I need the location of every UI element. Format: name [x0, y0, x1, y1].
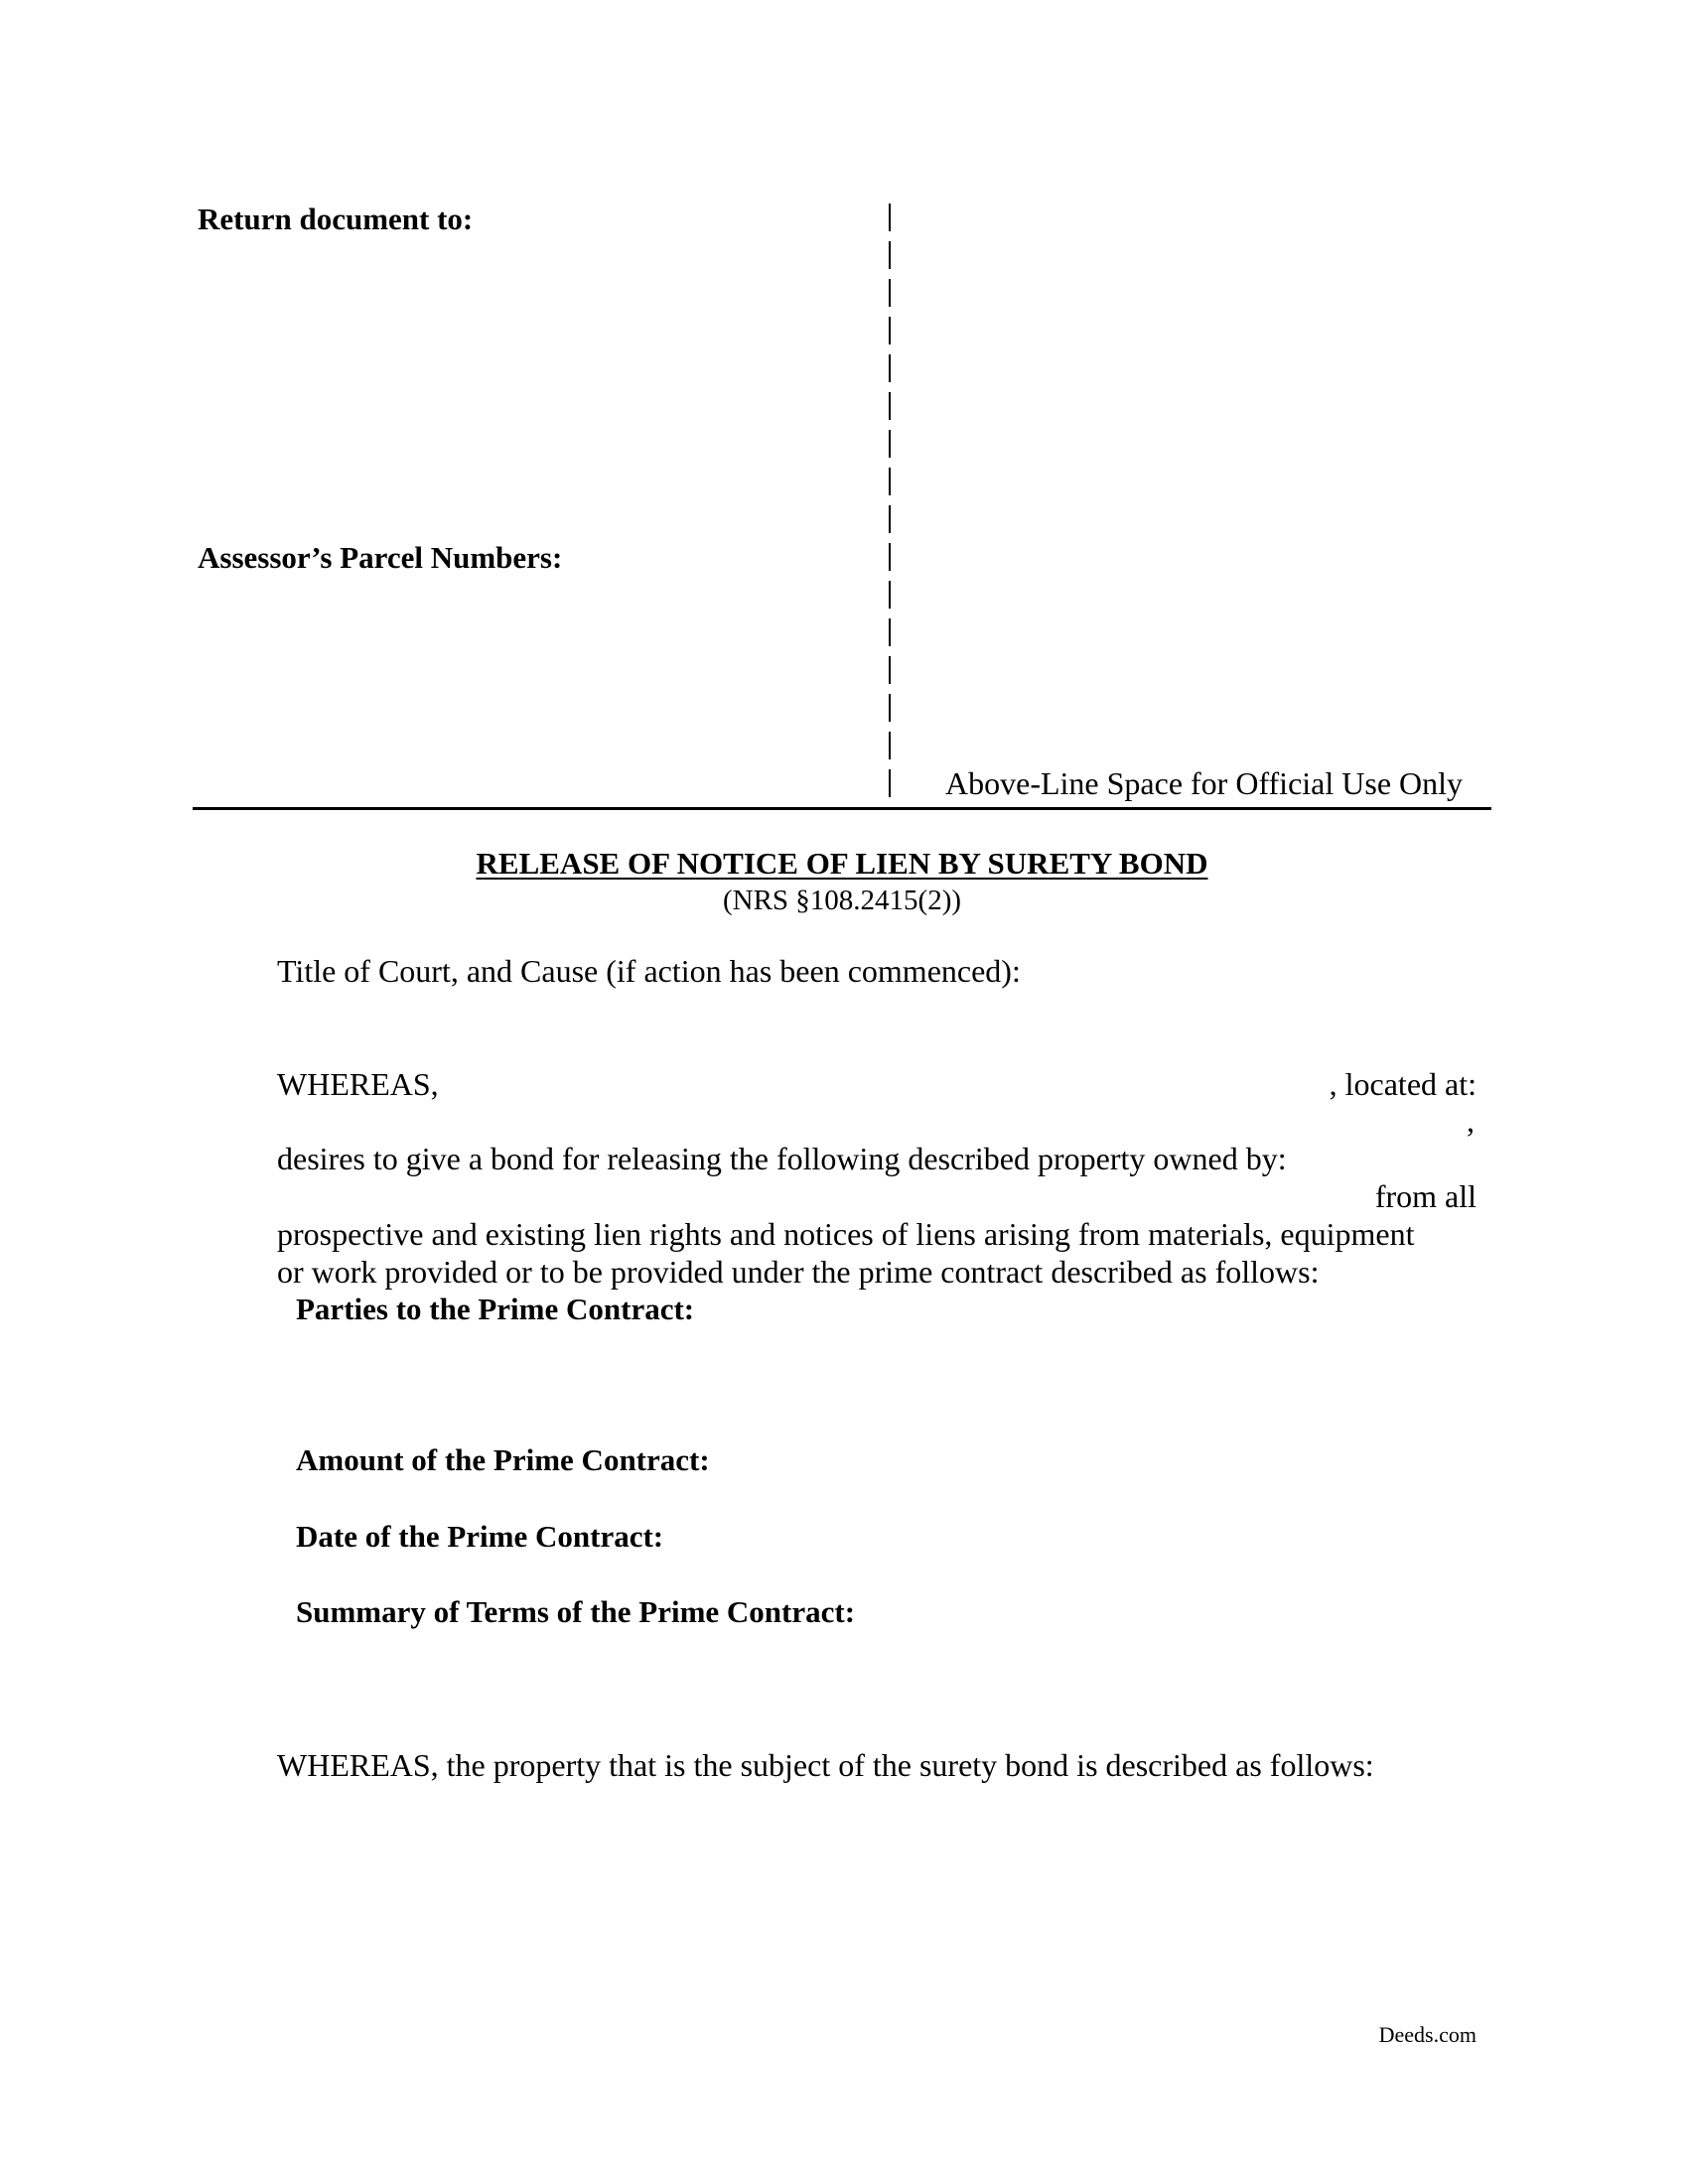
court-cause-line: Title of Court, and Cause (if action has been commenced): — [277, 953, 1021, 989]
statute-reference: (NRS §108.2415(2)) — [722, 885, 962, 916]
document-title: RELEASE OF NOTICE OF LIEN BY SURETY BOND — [476, 846, 1208, 881]
parties-label: Parties to the Prime Contract: — [296, 1292, 695, 1326]
trailing-comma: , — [1467, 1103, 1475, 1139]
prospective-line: prospective and existing lien rights and notices of liens arising from materials, equipment — [277, 1216, 1415, 1252]
work-line: or work provided or to be provided under the prime contract described as follows: — [277, 1254, 1320, 1290]
parcel-numbers-label: Assessor’s Parcel Numbers: — [198, 540, 563, 575]
footer-brand: Deeds.com — [1378, 2022, 1477, 2047]
located-at-text: , located at: — [1329, 1066, 1477, 1102]
desires-line: desires to give a bond for releasing the following described property owned by: — [277, 1141, 1287, 1176]
whereas-second: WHEREAS, the property that is the subject of the surety bond is described as follows: — [277, 1747, 1374, 1783]
whereas-first: WHEREAS, — [277, 1066, 439, 1102]
header-rule — [193, 807, 1491, 810]
from-all-text: from all — [1374, 1178, 1477, 1214]
summary-label: Summary of Terms of the Prime Contract: — [296, 1594, 856, 1629]
date-label: Date of the Prime Contract: — [296, 1519, 664, 1554]
amount-label: Amount of the Prime Contract: — [296, 1442, 710, 1477]
return-document-label: Return document to: — [198, 202, 474, 236]
official-use-caption: Above-Line Space for Official Use Only — [945, 765, 1464, 801]
